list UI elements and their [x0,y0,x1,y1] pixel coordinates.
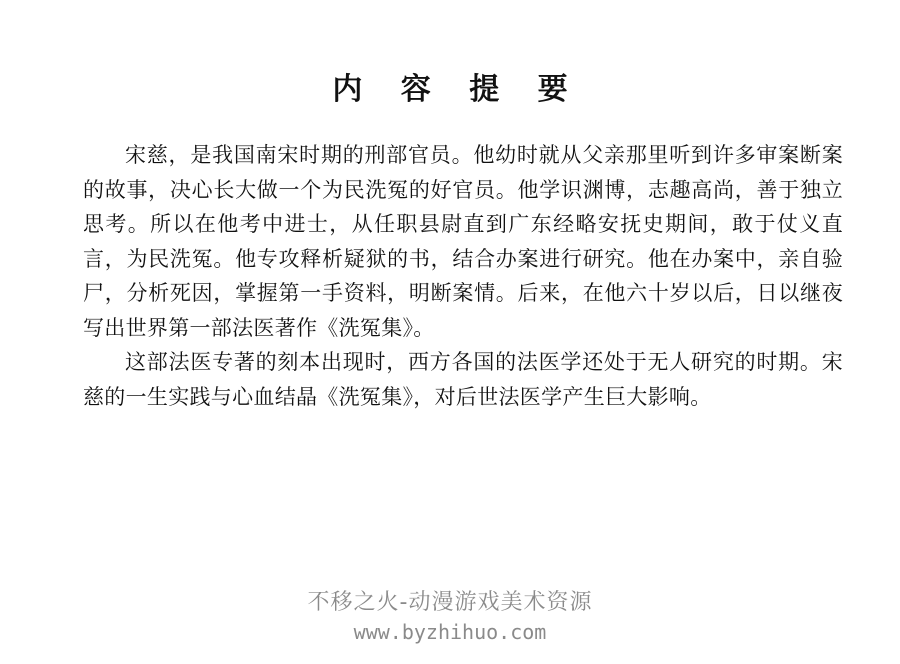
page-title: 内 容 提 要 [332,72,582,107]
watermark-url: www.byzhihuo.com [353,620,547,644]
watermark-site-name: 不移之火-动漫游戏美术资源 [307,590,593,615]
paragraph-2: 这部法医专著的刻本出现时，西方各国的法医学还处于无人研究的时期。宋慈的一生实践与心血结晶《洗冤集》，对后世法医学产生巨大影响。 [83,350,843,409]
body-text [83,138,843,414]
paragraph-1: 宋慈，是我国南宋时期的刑部官员。他幼时就从父亲那里听到许多审案断案的故事，决心长大做一个为民洗冤的好官员。他学识渊博，志趣高尚，善于独立思考。所以在他考中进士，从任职县尉直到广东经略安抚史期间，敢于仗义直言，为民洗冤。他专攻释析疑狱的书，结合办案进行研究。他在办案中，亲自验尸，分析死因，掌握第一手资料，明断案情。后来，在他六十岁以后，日以继夜写出世界第一部法医著作《洗冤集》。 [83,143,843,340]
